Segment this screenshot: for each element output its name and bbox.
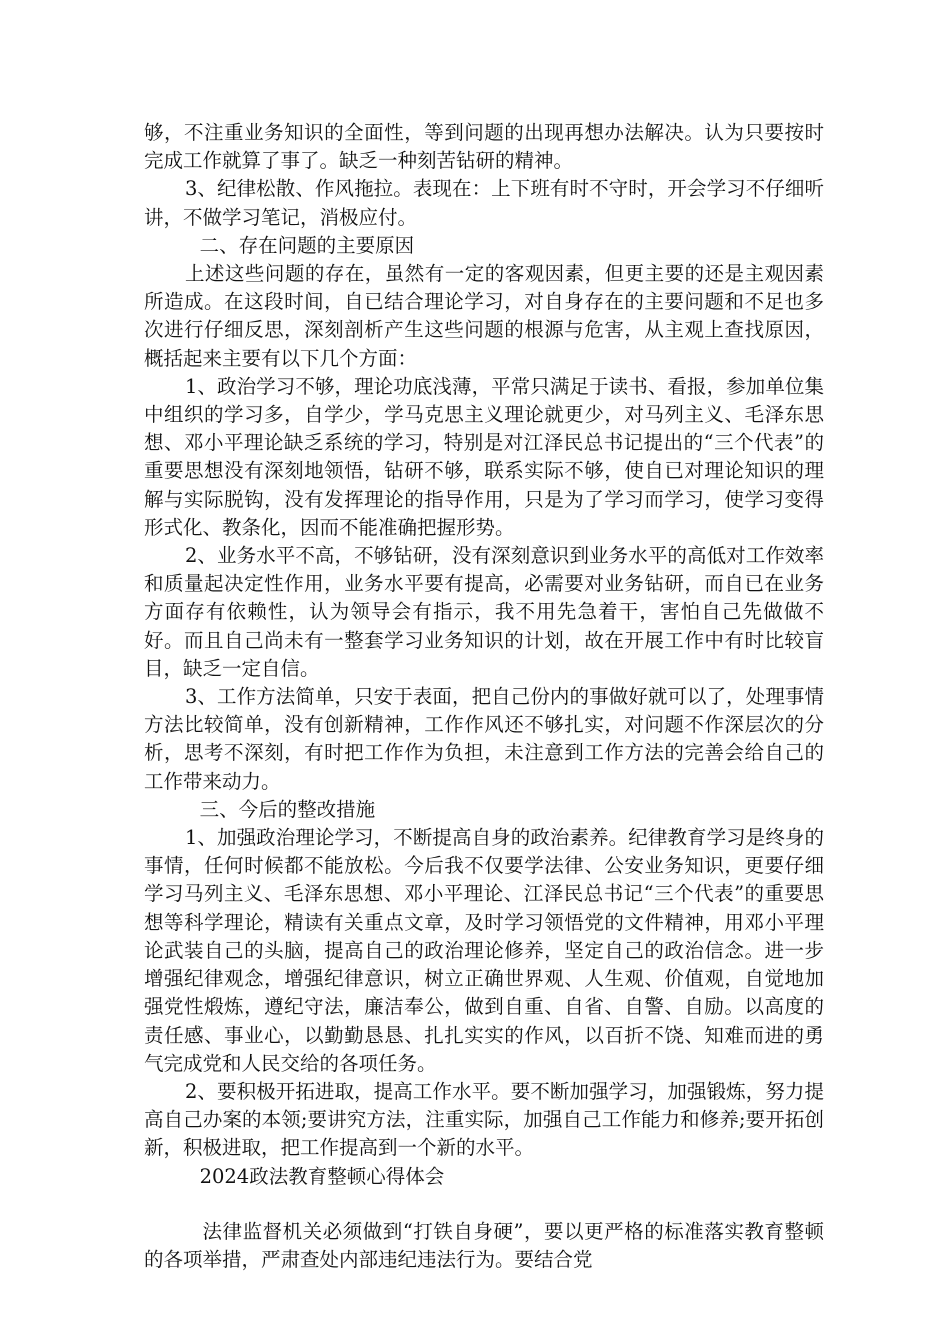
document-body [144,119,824,1274]
paragraph-cause-work-method: 3、工作方法简单，只安于表面，把自己份内的事做好就可以了，处理事情方法比较简单，没有创新精神，工作作风还不够扎实，对问题不作深层次的分析，思考不深刻，有时把工作作为负担，未注意到工作方法的完善会给自己的工作带来动力。 [144,685,824,793]
section-heading-causes: 二、存在问题的主要原因 [199,233,415,257]
paragraph-measure-progress: 2、要积极开拓进取，提高工作水平。要不断加强学习，加强锻炼，努力提高自己办案的本领;要讲究方法，注重实际，加强自己工作能力和修养;要开拓创新，积极进取，把工作提高到一个新的水平。 [144,1079,824,1160]
paragraph-continuation: 够，不注重业务知识的全面性，等到问题的出现再想办法解决。认为只要按时完成工作就算了事了。缺乏一种刻苦钻研的精神。 [144,121,824,173]
document-title: 2024政法教育整顿心得体会 [199,1164,445,1188]
paragraph-discipline-issue: 3、纪律松散、作风拖拉。表现在：上下班有时不守时，开会学习不仔细听讲，不做学习笔记，消极应付。 [144,177,824,229]
paragraph-supervision: 法律监督机关必须做到“打铁自身硬”，要以更严格的标准落实教育整顿的各项举措，严肃查处内部违纪违法行为。要结合党 [144,1219,824,1271]
section-heading-measures: 三、今后的整改措施 [199,797,376,821]
blank-line [144,1191,824,1218]
paragraph-cause-business-level: 2、业务水平不高，不够钻研，没有深刻意识到业务水平的高低对工作效率和质量起决定性作用，业务水平要有提高，必需要对业务钻研，而自已在业务方面存有依赖性，认为领导会有指示，我不用先急着干，害怕自己先做做不好。而且自己尚未有一整套学习业务知识的计划，故在开展工作中有时比较盲目，缺乏一定自信。 [144,544,824,680]
paragraph-cause-political-study: 1、政治学习不够，理论功底浅薄，平常只满足于读书、看报，参加单位集中组织的学习多，自学少，学马克思主义理论就更少，对马列主义、毛泽东思想、邓小平理论缺乏系统的学习，特别是对江泽民总书记提出的“三个代表”的重要思想没有深刻地领悟，钻研不够，联系实际不够，使自已对理论知识的理解与实际脱钩，没有发挥理论的指导作用，只是为了学习而学习，使学习变得形式化、教条化，因而不能准确把握形势。 [144,374,824,539]
paragraph-causes-intro: 上述这些问题的存在，虽然有一定的客观因素，但更主要的还是主观因素所造成。在这段时间，自已结合理论学习，对自身存在的主要问题和不足也多次进行仔细反思，深刻剖析产生这些问题的根源与危害，从主观上查找原因，概括起来主要有以下几个方面： [144,262,824,370]
paragraph-measure-theory-study: 1、加强政治理论学习，不断提高自身的政治素养。纪律教育学习是终身的事情，任何时候都不能放松。今后我不仅要学法律、公安业务知识，更要仔细学习马列主义、毛泽东思想、邓小平理论、江泽民总书记“三个代表”的重要思想等科学理论，精读有关重点文章，及时学习领悟党的文件精神，用邓小平理论武装自己的头脑，提高自己的政治理论修养，坚定自己的政治信念。进一步增强纪律观念，增强纪律意识，树立正确世界观、人生观、价值观，自觉地加强党性煅炼，遵纪守法，廉洁奉公，做到自重、自省、自警、自励。以高度的责任感、事业心，以勤勤恳恳、扎扎实实的作风，以百折不饶、知难而进的勇气完成党和人民交给的各项任务。 [144,826,824,1075]
